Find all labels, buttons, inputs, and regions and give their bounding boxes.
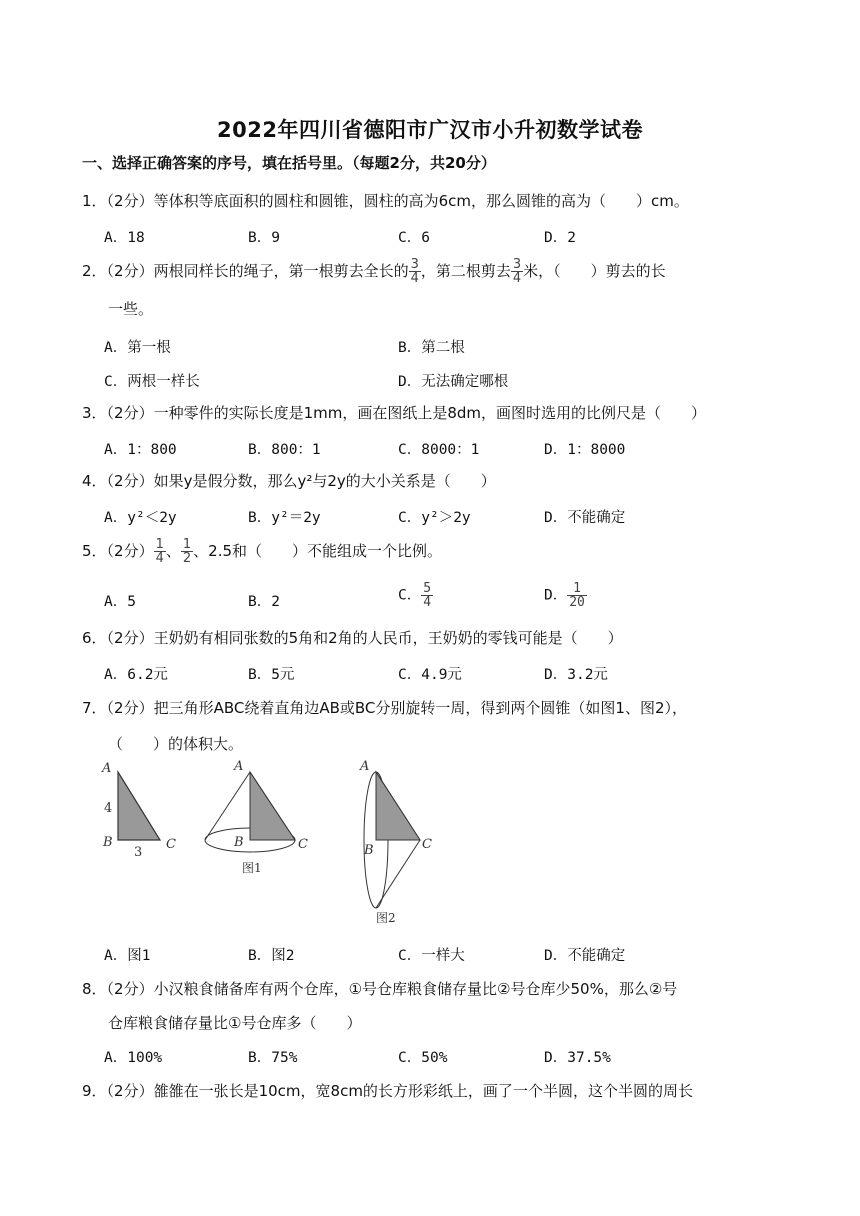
question-9: 9．（2分）雒雒在一张长是10cm，宽8cm的长方形彩纸上，画了一个半圆，这个半圆的周长 <box>82 1082 693 1100</box>
question-8: 8．（2分）小汉粮食储备库有两个仓库，①号仓库粮食储存量比②号仓库少50%，那么②号 <box>82 980 678 998</box>
q3-option-c: C．8000：1 <box>398 442 480 458</box>
q2-option-b: B．第二根 <box>398 340 465 356</box>
label-a-fig1: A <box>234 760 244 774</box>
q2-option-c: C．两根一样长 <box>104 374 200 390</box>
label-side-bc: 3 <box>134 845 143 860</box>
q5-fraction-1: $\frac{1}{4}$ <box>155 537 164 566</box>
page-title: 2022年四川省德阳市广汉市小升初数学试卷 <box>217 118 643 142</box>
question-7: 7．（2分）把三角形ABC绕着直角边AB或BC分别旋转一周，得到两个圆锥（如图1、图2）， <box>82 699 687 717</box>
q3-option-b: B．800：1 <box>248 442 321 458</box>
label-b-fig1: B <box>234 835 244 850</box>
q5-option-b: B．2 <box>248 594 280 610</box>
question-4: 4．（2分）如果y是假分数，那么y²与2y的大小关系是（ ） <box>82 472 496 490</box>
q8-option-d: D．37.5% <box>544 1050 611 1066</box>
label-side-ab: 4 <box>104 801 113 816</box>
cone-figure-1 <box>205 772 295 852</box>
q1-option-c: C．6 <box>398 230 430 246</box>
section-heading: 一、选择正确答案的序号，填在括号里。（每题2分，共20分） <box>82 154 496 172</box>
q5-option-c: C． $\frac{5}{4}$ <box>398 581 432 610</box>
q3-option-d: D．1：8000 <box>544 442 626 458</box>
cone-figure-2 <box>364 772 420 908</box>
q2-option-d: D．无法确定哪根 <box>398 374 509 390</box>
label-c-fig1: C <box>298 837 308 852</box>
label-c-fig2: C <box>422 837 432 852</box>
q4-option-b: B．y²＝2y <box>248 510 321 526</box>
q1-option-a: A．18 <box>104 230 145 246</box>
q7-option-d: D．不能确定 <box>544 948 626 964</box>
label-a-fig2: A <box>360 760 370 774</box>
q6-option-d: D．3.2元 <box>544 667 608 683</box>
q7-figure <box>100 760 450 930</box>
label-b-left: B <box>103 835 113 850</box>
triangle-abc <box>118 772 160 840</box>
q5-separator: 、 <box>165 542 181 560</box>
q5-option-a: A．5 <box>104 594 136 610</box>
q8-option-b: B．75% <box>248 1050 298 1066</box>
q2-fraction-1: $\frac{3}{4}$ <box>410 257 419 286</box>
q7-option-a: A．图1 <box>104 948 151 964</box>
q4-option-a: A．y²＜2y <box>104 510 177 526</box>
q2-text-c: 米，（ ）剪去的长 <box>523 262 666 280</box>
q5-text-b: 、2.5和（ ）不能组成一个比例。 <box>193 542 443 560</box>
q7-option-b: B．图2 <box>248 948 295 964</box>
label-a-left: A <box>102 761 112 776</box>
q5-fraction-2: $\frac{1}{2}$ <box>182 537 192 566</box>
q7-option-c: C．一样大 <box>398 948 465 964</box>
question-2 <box>82 258 666 285</box>
caption-fig1: 图1 <box>242 861 262 875</box>
question-8-continued: 仓库粮食储存量比①号仓库多（ ） <box>108 1014 362 1032</box>
question-3: 3．（2分）一种零件的实际长度是1mm，画在图纸上是8dm，画图时选用的比例尺是（ ） <box>82 404 707 422</box>
question-1: 1．（2分）等体积等底面积的圆柱和圆锥，圆柱的高为6cm，那么圆锥的高为（ ）cm。 <box>82 192 689 210</box>
q4-option-c: C．y²＞2y <box>398 510 471 526</box>
label-b-fig2: B <box>364 843 374 858</box>
q6-option-c: C．4.9元 <box>398 667 462 683</box>
q1-option-d: D．2 <box>544 230 576 246</box>
question-2-continued: 一些。 <box>108 300 154 318</box>
q6-option-b: B．5元 <box>248 667 295 683</box>
caption-fig2: 图2 <box>376 911 396 925</box>
q5-option-c-fraction: $\frac{5}{4}$ <box>423 581 432 610</box>
q5-option-d-fraction: $\frac{1}{20}$ <box>569 581 585 610</box>
question-6: 6．（2分）王奶奶有相同张数的5角和2角的人民币，王奶奶的零钱可能是（ ） <box>82 629 623 647</box>
q5-text-a: 5．（2分） <box>82 542 154 560</box>
q5-option-d: D． $\frac{1}{20}$ <box>544 581 585 610</box>
q2-text-a: 2．（2分）两根同样长的绳子，第一根剪去全长的 <box>82 262 409 280</box>
q2-fraction-2: $\frac{3}{4}$ <box>512 257 522 286</box>
q8-option-a: A．100% <box>104 1050 163 1066</box>
q1-option-b: B．9 <box>248 230 280 246</box>
q4-option-d: D．不能确定 <box>544 510 626 526</box>
q2-text-b: ，第二根剪去 <box>420 262 511 280</box>
question-7-continued: （ ）的体积大。 <box>108 735 244 753</box>
q6-option-a: A．6.2元 <box>104 667 168 683</box>
label-c-left: C <box>166 837 176 852</box>
q3-option-a: A．1：800 <box>104 442 177 458</box>
question-5 <box>82 538 442 565</box>
q2-option-a: A．第一根 <box>104 340 171 356</box>
q8-option-c: C．50% <box>398 1050 448 1066</box>
